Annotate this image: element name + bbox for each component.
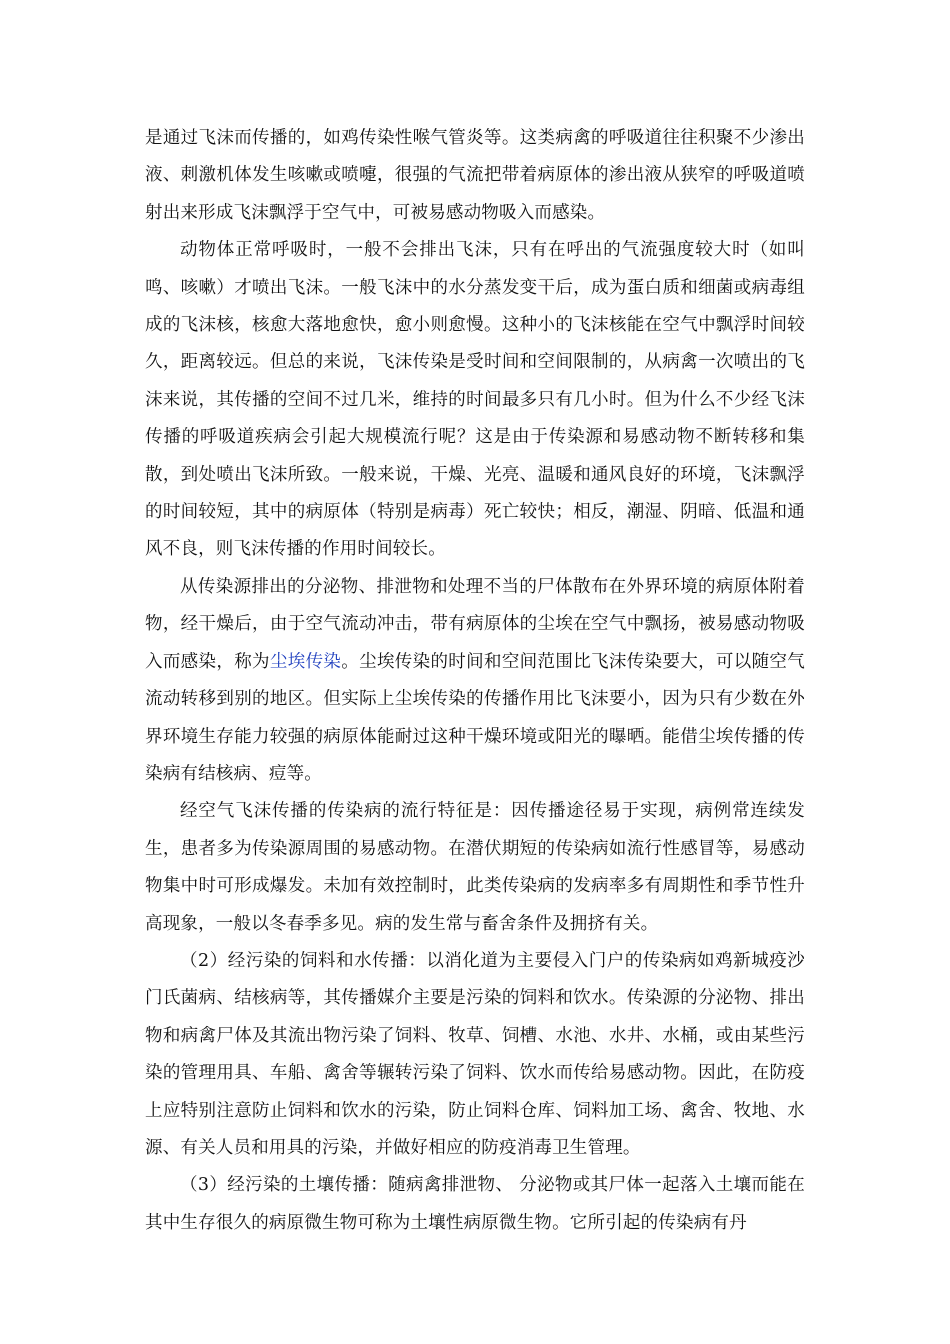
paragraph-3-text-before: 从传染源排出的分泌物、排泄物和处理不当的尸体散布在外界环境的病原体附着物，经干燥后，由于空气流动冲击，带有病原体的尘埃在空气中飘扬，被易感动物吸入而感染，称为	[145, 576, 805, 672]
paragraph-3	[145, 569, 805, 793]
paragraph-5: （2）经污染的饲料和水传播：以消化道为主要侵入门户的传染病如鸡新城疫沙门氏菌病、结核病等，其传播媒介主要是污染的饲料和饮水。传染源的分泌物、排出物和病禽尸体及其流出物污染了饲料、牧草、饲槽、水池、水井、水桶，或由某些污染的管理用具、车船、禽舍等辗转污染了饲料、饮水而传给易感动物。因此，在防疫上应特别注意防止饲料和饮水的污染，防止饲料仓库、饲料加工场、禽舍、牧地、水源、有关人员和用具的污染，并做好相应的防疫消毒卫生管理。	[145, 950, 805, 1158]
paragraph-4: 经空气飞沫传播的传染病的流行特征是：因传播途径易于实现，病例常连续发生，患者多为传染源周围的易感动物。在潜伏期短的传染病如流行性感冒等，易感动物集中时可形成爆发。未加有效控制时，此类传染病的发病率多有周期性和季节性升高现象，一般以冬春季多见。病的发生常与畜舍条件及拥挤有关。	[145, 801, 805, 934]
paragraph-1: 是通过飞沫而传播的，如鸡传染性喉气管炎等。这类病禽的呼吸道往往积聚不少渗出液、刺激机体发生咳嗽或喷嚏，很强的气流把带着病原体的渗出液从狭窄的呼吸道喷射出来形成飞沫飘浮于空气中，可被易感动物吸入而感染。	[145, 128, 805, 223]
paragraph-6: （3）经污染的土壤传播：随病禽排泄物、 分泌物或其尸体一起落入土壤而能在其中生存很久的病原微生物可称为土壤性病原微生物。它所引起的传染病有丹	[145, 1175, 805, 1233]
document-body	[145, 120, 805, 1242]
dust-infection-link[interactable]: 尘埃传染	[269, 651, 342, 672]
paragraph-3-text-after: 。尘埃传染的时间和空间范围比飞沫传染要大，可以随空气流动转移到别的地区。但实际上尘埃传染的传播作用比飞沫要小，因为只有少数在外界环境生存能力较强的病原体能耐过这种干燥环境或阳光的曝晒。能借尘埃传播的传染病有结核病、痘等。	[145, 651, 805, 784]
paragraph-2: 动物体正常呼吸时，一般不会排出飞沫，只有在呼出的气流强度较大时（如叫鸣、咳嗽）才喷出飞沫。一般飞沫中的水分蒸发变干后，成为蛋白质和细菌或病毒组成的飞沫核，核愈大落地愈快，愈小则愈慢。这种小的飞沫核能在空气中飘浮时间较久，距离较远。但总的来说，飞沫传染是受时间和空间限制的，从病禽一次喷出的飞沫来说，其传播的空间不过几米，维持的时间最多只有几小时。但为什么不少经飞沫传播的呼吸道疾病会引起大规模流行呢？这是由于传染源和易感动物不断转移和集散，到处喷出飞沫所致。一般来说，干燥、光亮、温暖和通风良好的环境，飞沫飘浮的时间较短，其中的病原体（特别是病毒）死亡较快；相反，潮湿、阴暗、低温和通风不良，则飞沫传播的作用时间较长。	[145, 240, 805, 560]
